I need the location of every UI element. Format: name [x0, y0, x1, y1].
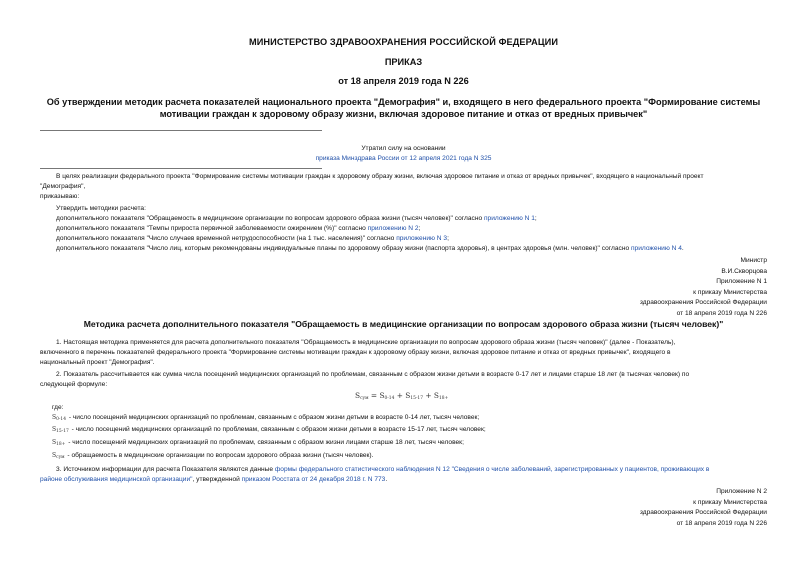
- appendix-4-link[interactable]: приложению N 4: [630, 245, 682, 252]
- doc-title: [30, 96, 777, 120]
- definition-row: $S_{18+}$ - число посещений медицинских организаций по проблемам, связанным с образом жизни лицами старше 18 лет, тысяч человек;: [52, 438, 464, 450]
- divider-top: [40, 130, 322, 131]
- appendix-2-link[interactable]: приложению N 2: [367, 225, 419, 232]
- doc-type-heading: ПРИКАЗ: [384, 57, 423, 67]
- form-12-link-cont[interactable]: районе обслуживания медицинской организации": [40, 476, 193, 483]
- definition-row: $S_{15-17}$ - число посещений медицинских организаций по проблемам, связанным с образом жизни детьми в возрасте 15-17 лет, тысяч человек;: [52, 425, 486, 437]
- appendix-1-link[interactable]: приложению N 1: [483, 215, 535, 222]
- list-item: дополнительного показателя "Число лиц, которым рекомендованы индивидуальные планы по здоровому образу жизни (паспорта здоровья), в центрах здоровья (млн. человек)" согласно приложению N 4.: [56, 245, 684, 252]
- method-paragraph-2: 2. Показатель рассчитывается как сумма числа посещений медицинских организаций по проблемам, связанным с образом жизни детьми в возрасте 0-17 лет и лицами старше 18 лет (в тысячах человек) по следующей формуле:: [40, 371, 690, 388]
- definition-row: $S_{0-14}$ - число посещений медицинских организаций по проблемам, связанным с образом жизни детьми в возрасте 0-14 лет, тысяч человек;: [52, 413, 479, 425]
- formula: $S_{сум} = S_{0-14} + S_{15-17} + S_{18+}$: [355, 391, 449, 401]
- formula-symbol: $S_{0-14}$: [52, 414, 66, 422]
- appendix-2-header: Приложение N 2 к приказу Министерства здравоохранения Российской Федерации от 18 апреля 2019 года N 226: [639, 488, 767, 527]
- status-link[interactable]: приказа Минздрава России от 12 апреля 2021 года N 325: [315, 155, 492, 162]
- appendix-3-link[interactable]: приложению N 3: [396, 235, 448, 242]
- preamble-text-2: "Демография",: [40, 183, 86, 190]
- divider-bottom: [40, 168, 322, 169]
- method-title: Методика расчета дополнительного показателя "Обращаемость в медицинские организации по вопросам здорового образа жизни (тысяч человек)": [83, 319, 724, 329]
- formula-symbol: $S_{18+}$: [52, 439, 66, 447]
- list-item: дополнительного показателя "Число случаев временной нетрудоспособности (на 1 тыс. населения)" согласно приложению N 3;: [56, 235, 449, 242]
- method-paragraph-1: 1. Настоящая методика применяется для расчета дополнительного показателя "Обращаемость в медицинские организации по вопросам здорового образа жизни (тысяч человек)" (далее - Показатель), включенного в перечень показателей федерального проекта "Формирование системы мотивации граждан к здоровому образу жизни, включая здоровое питание и отказ от вредных привычек", входящего в национальный проект "Демография".: [40, 339, 676, 366]
- signature-block: [721, 256, 767, 277]
- method-paragraph-3: 3. Источником информации для расчета Показателя являются данные формы федерального статистического наблюдения N 12 "Сведения о числе заболеваний, зарегистрированных у пациентов, проживающих в: [56, 466, 710, 473]
- ministry-heading: МИНИСТЕРСТВО ЗДРАВООХРАНЕНИЯ РОССИЙСКОЙ ФЕДЕРАЦИИ: [248, 37, 559, 47]
- definition-row: $S_{сум}$ - обращаемость в медицинские организации по вопросам здорового образа жизни (тысяч человек).: [52, 451, 373, 463]
- doc-date-heading: от 18 апреля 2019 года N 226: [338, 76, 469, 86]
- preamble-order: приказываю:: [40, 193, 80, 200]
- where-label: где:: [52, 404, 64, 411]
- status-note: Утратил силу на основании: [361, 145, 446, 152]
- doc-title-line-1: Об утверждении методик расчета показателей национального проекта "Демография" и, входящего в него федерального проекта "Формирование системы: [46, 97, 761, 107]
- doc-title-line-2: мотивации граждан к здоровому образу жизни, включая здоровое питание и отказ от вредных привычек": [159, 109, 648, 119]
- approve-line: Утвердить методики расчета:: [56, 205, 146, 212]
- method-paragraph-3-cont: районе обслуживания медицинской организации", утвержденной приказом Росстата от 24 декабря 2018 г. N 773.: [40, 476, 388, 483]
- signature-position: Министр: [740, 257, 767, 264]
- list-item: дополнительного показателя "Обращаемость в медицинские организации по вопросам здорового образа жизни (тысяч человек)" согласно приложению N 1;: [56, 215, 537, 222]
- signature-name: В.И.Скворцова: [721, 267, 767, 275]
- preamble-text: В целях реализации федерального проекта "Формирование системы мотивации граждан к здоровому образу жизни, включая здоровое питание и отказ от вредных привычек", входящего в национальный проект: [56, 173, 704, 180]
- formula-symbol: $S_{сум}$: [52, 452, 65, 460]
- rosstat-order-link[interactable]: приказом Росстата от 24 декабря 2018 г. N 773: [241, 476, 386, 483]
- form-12-link[interactable]: формы федерального статистического наблюдения N 12 "Сведения о числе заболеваний, зарегистрированных у пациентов, проживающих в: [274, 466, 710, 473]
- formula-symbol: $S_{15-17}$: [52, 426, 69, 434]
- appendix-1-header: Приложение N 1 к приказу Министерства здравоохранения Российской Федерации от 18 апреля 2019 года N 226: [639, 278, 767, 317]
- list-item: дополнительного показателя "Темпы прироста первичной заболеваемости ожирением (%)" согласно приложению N 2;: [56, 225, 421, 232]
